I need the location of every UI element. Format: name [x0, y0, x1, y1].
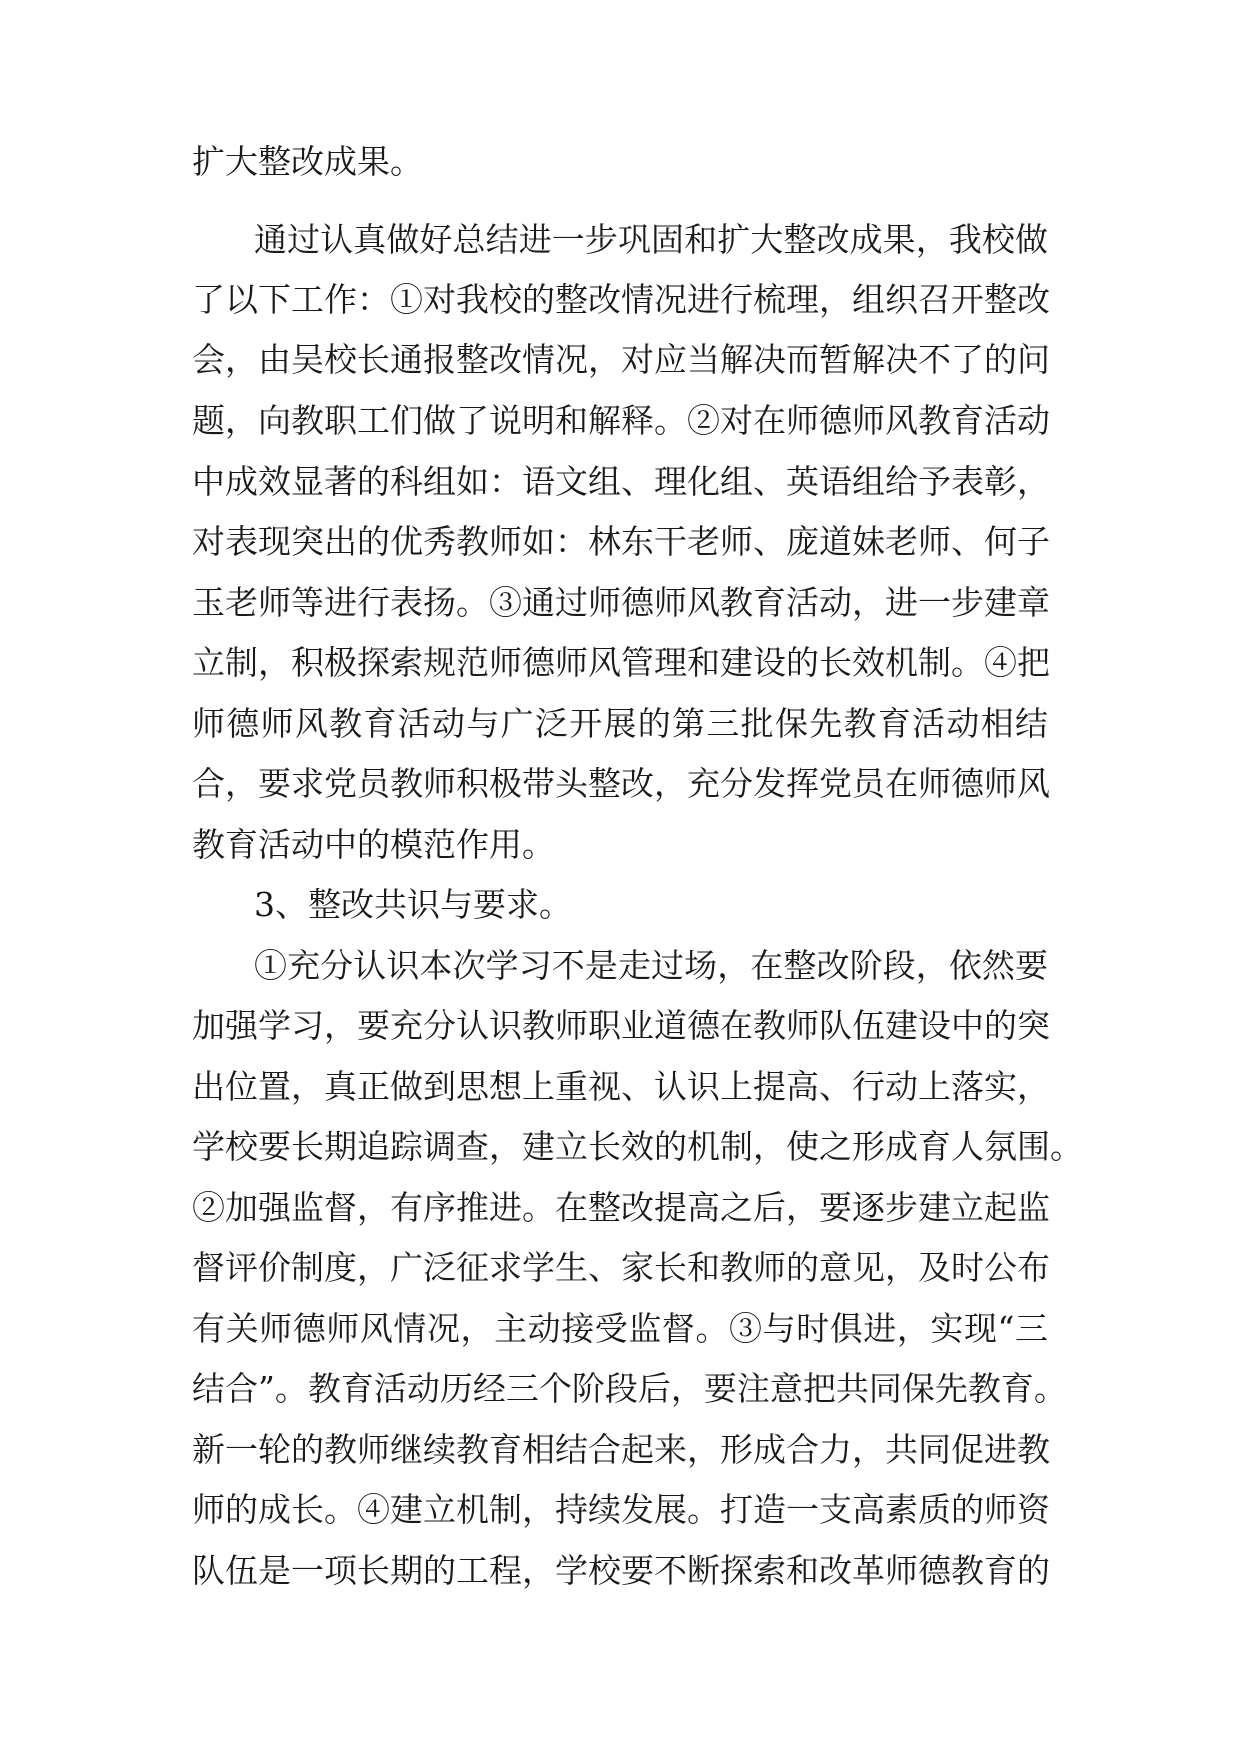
- text-line-19: 督评价制度，广泛征求学生、家长和教师的意见，及时公布: [192, 1248, 1050, 1287]
- text-line-1: 扩大整改成果。: [192, 142, 423, 181]
- text-line-12: 教育活动中的模范作用。: [192, 825, 555, 864]
- text-line-9: 立制，积极探索规范师德师风管理和建设的长效机制。④把: [192, 643, 1050, 682]
- text-line-18: ②加强监督，有序推进。在整改提高之后，要逐步建立起监: [192, 1188, 1050, 1227]
- text-line-15: 加强学习，要充分认识教师职业道德在教师队伍建设中的突: [192, 1006, 1050, 1045]
- text-line-2: 通过认真做好总结进一步巩固和扩大整改成果，我校做: [254, 220, 1048, 259]
- text-line-6: 中成效显著的科组如：语文组、理化组、英语组给予表彰，: [192, 462, 1050, 501]
- text-line-16: 出位置，真正做到思想上重视、认识上提高、行动上落实，: [192, 1067, 1050, 1106]
- text-line-4: 会，由吴校长通报整改情况，对应当解决而暂解决不了的问: [192, 340, 1050, 379]
- text-line-5: 题，向教职工们做了说明和解释。②对在师德师风教育活动: [192, 401, 1050, 440]
- text-line-22: 新一轮的教师继续教育相结合起来，形成合力，共同促进教: [192, 1430, 1050, 1469]
- text-line-10: 师德师风教育活动与广泛开展的第三批保先教育活动相结: [192, 704, 1048, 743]
- text-line-14: ①充分认识本次学习不是走过场，在整改阶段，依然要: [254, 946, 1048, 985]
- text-line-23: 师的成长。④建立机制，持续发展。打造一支高素质的师资: [192, 1490, 1050, 1529]
- text-line-20: 有关师德师风情况，主动接受监督。③与时俱进，实现“三: [192, 1309, 1048, 1348]
- text-line-8: 玉老师等进行表扬。③通过师德师风教育活动，进一步建章: [192, 583, 1050, 622]
- text-line-7: 对表现突出的优秀教师如：林东干老师、庞道妹老师、何子: [192, 522, 1050, 561]
- section-heading: 3、整改共识与要求。: [254, 885, 572, 924]
- text-line-3: 了以下工作：①对我校的整改情况进行梳理，组织召开整改: [192, 280, 1050, 319]
- text-line-17: 学校要长期追踪调查，建立长效的机制，使之形成育人氛围。: [192, 1127, 1083, 1166]
- text-line-11: 合，要求党员教师积极带头整改，充分发挥党员在师德师风: [192, 764, 1050, 803]
- text-line-24: 队伍是一项长期的工程，学校要不断探索和改革师德教育的: [192, 1551, 1050, 1590]
- text-line-21: 结合”。教育活动历经三个阶段后，要注意把共同保先教育。: [192, 1369, 1067, 1408]
